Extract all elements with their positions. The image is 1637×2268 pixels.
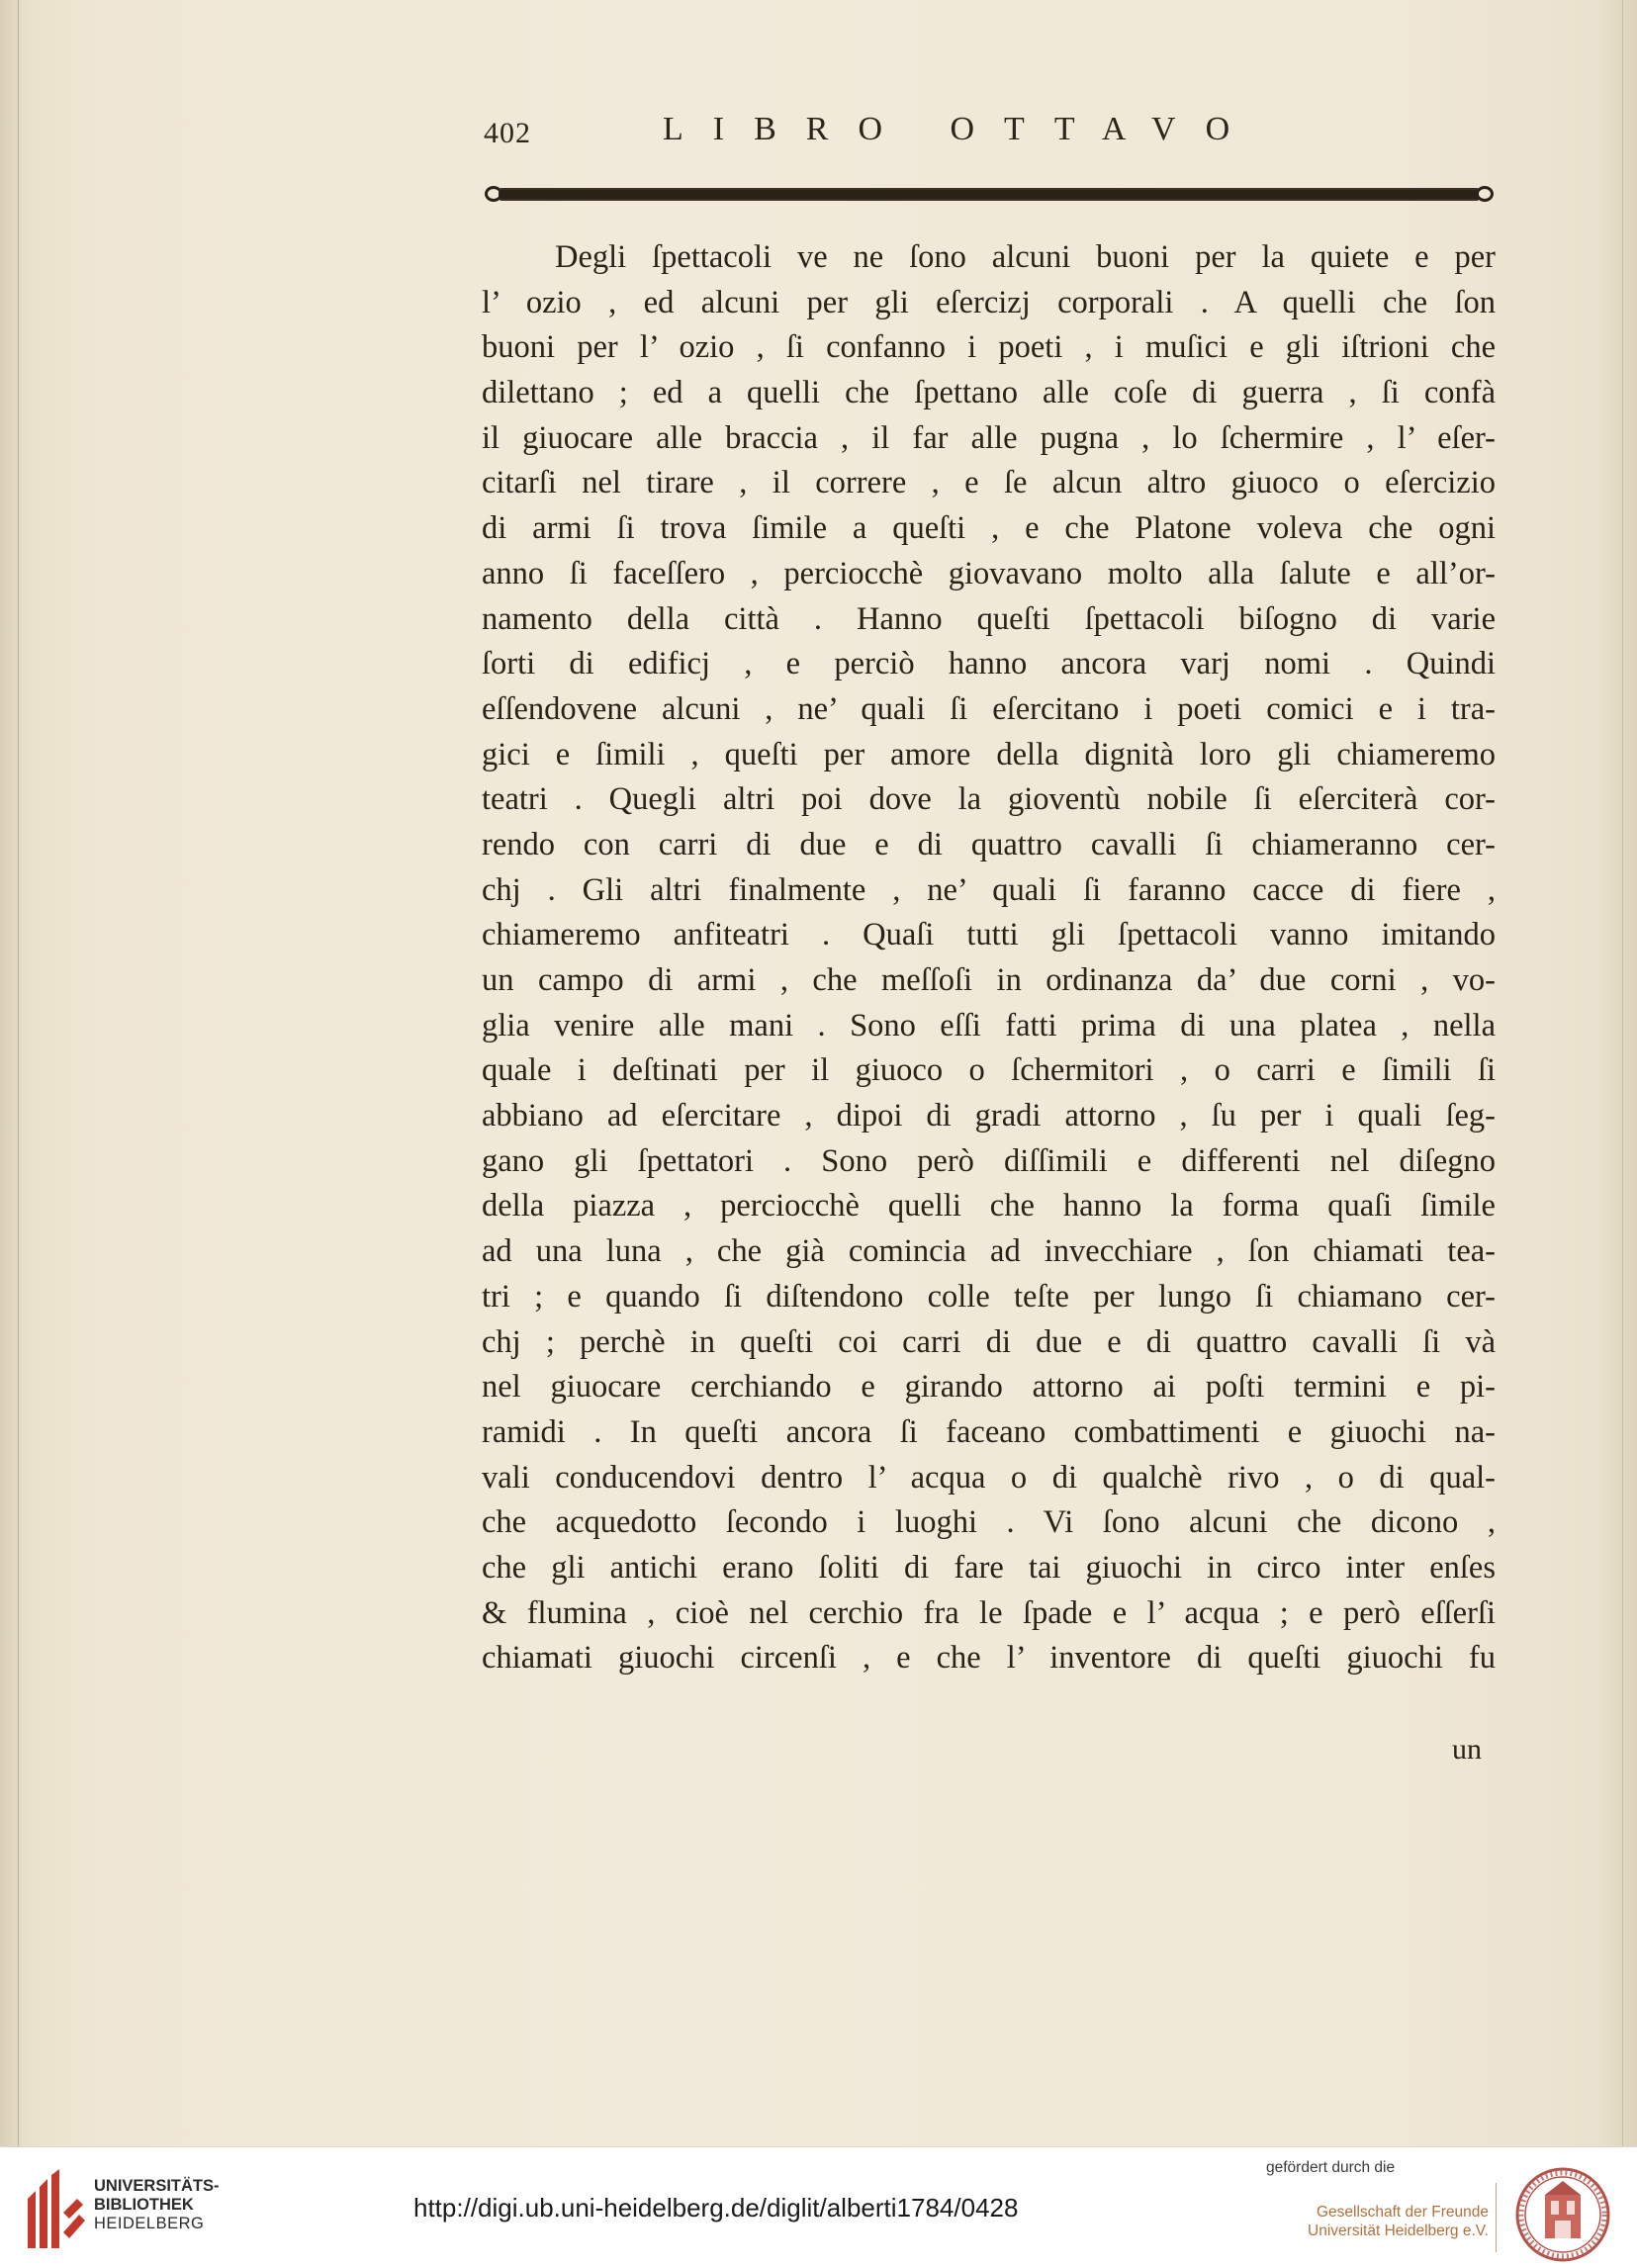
text-line: vali conducendovi dentro l’ acqua o di qualchè rivo , o di qual- xyxy=(482,1459,1496,1496)
library-name-line1: UNIVERSITÄTS- xyxy=(94,2177,220,2195)
running-head xyxy=(485,111,1395,156)
permalink-url[interactable]: http://digi.ub.uni-heidelberg.de/diglit/alberti1784/0428 xyxy=(413,2193,1019,2223)
text-line: buoni per l’ ozio , ſi confanno i poeti , i muſici e gli iſtrioni che xyxy=(482,329,1496,366)
page-outer-edge xyxy=(1622,0,1623,2146)
text-line: citarſi nel tirare , il correre , e ſe alcun altro giuoco o eſercizio xyxy=(482,465,1496,501)
text-line: chiamati giuochi circenſi , e che l’ inventore di queſti giuochi fu xyxy=(482,1640,1496,1677)
text-line: che gli antichi erano ſoliti di fare tai giuochi in circo inter enſes xyxy=(482,1549,1496,1586)
text-line: di armi ſi trova ſimile a queſti , e che Platone voleva che ogni xyxy=(482,510,1496,547)
footer-bar xyxy=(0,2146,1637,2268)
library-name xyxy=(94,2177,220,2233)
running-title: LIBRO OTTAVO xyxy=(663,111,1260,147)
text-line: ramidi . In queſti ancora ſi faceano combattimenti e giuochi na- xyxy=(482,1413,1496,1450)
sponsor-block xyxy=(1266,2159,1489,2240)
text-line: della piazza , perciocchè quelli che hanno la forma quaſi ſimile xyxy=(482,1188,1496,1225)
text-line: namento della città . Hanno queſti ſpettacoli biſogno di varie xyxy=(482,600,1496,637)
catchword: un xyxy=(1452,1733,1482,1766)
sponsor-name-line2: Universität Heidelberg e.V. xyxy=(1308,2223,1489,2239)
text-line: ad una luna , che già comincia ad invecchiare , ſon chiamati tea- xyxy=(482,1233,1496,1270)
text-line: gici e ſimili , queſti per amore della dignità loro gli chiameremo xyxy=(482,736,1496,772)
text-line: nel giuocare cerchiando e girando attorno ai poſti termini e pi- xyxy=(482,1369,1496,1406)
text-line: anno ſi faceſſero , perciocchè giovavano molto alla ſalute e all’or- xyxy=(482,555,1496,591)
text-line: dilettano ; ed a quelli che ſpettano alle coſe di guerra , ſi confà xyxy=(482,375,1496,411)
text-line: un campo di armi , che meſſoſi in ordinanza da’ due corni , vo- xyxy=(482,962,1496,998)
page-shadow-right xyxy=(1597,0,1637,2146)
text-line: l’ ozio , ed alcuni per gli eſercizj corporali . A quelli che ſon xyxy=(482,284,1496,320)
text-line: & flumina , cioè nel cerchio fra le ſpade e l’ acqua ; e però eſſerſi xyxy=(482,1594,1496,1631)
text-line: teatri . Quegli altri poi dove la gioventù nobile ſi eſerciterà cor- xyxy=(482,781,1496,818)
text-line: quale i deſtinati per il giuoco o ſchermitori , o carri e ſimili ſi xyxy=(482,1052,1496,1089)
text-line: chiameremo anfiteatri . Quaſi tutti gli ſpettacoli vanno imitando xyxy=(482,917,1496,953)
sponsor-name-line1: Gesellschaft der Freunde xyxy=(1316,2204,1489,2221)
library-name-line3: HEIDELBERG xyxy=(94,2215,205,2232)
sponsor-label: gefördert durch die xyxy=(1266,2159,1396,2176)
text-line: tri ; e quando ſi diſtendono colle teſte per lungo ſi chiamano cer- xyxy=(482,1278,1496,1315)
university-seal-icon xyxy=(1507,2165,1618,2264)
text-line: il giuocare alle braccia , il far alle pugna , lo ſchermire , l’ eſer- xyxy=(482,419,1496,456)
text-line: Degli ſpettacoli ve ne ſono alcuni buoni per la quiete e per xyxy=(555,239,1496,275)
sponsor-name xyxy=(1266,2203,1489,2240)
text-line: glia venire alle mani . Sono eſſi fatti prima di una platea , nella xyxy=(482,1007,1496,1043)
page-number: 402 xyxy=(484,117,531,149)
page-binding-edge xyxy=(18,0,19,2146)
text-line: eſſendovene alcuni , ne’ quali ſi eſercitano i poeti comici e i tra- xyxy=(482,690,1496,727)
decorative-rule xyxy=(485,184,1494,204)
text-line: abbiano ad eſercitare , dipoi di gradi attorno , ſu per i quali ſeg- xyxy=(482,1098,1496,1134)
text-line: ſorti di edificj , e perciò hanno ancora varj nomi . Quindi xyxy=(482,646,1496,682)
text-line: chj . Gli altri finalmente , ne’ quali ſi faranno cacce di fiere , xyxy=(482,871,1496,908)
university-library-logo-icon xyxy=(22,2169,87,2250)
page-shadow-left xyxy=(0,0,28,2146)
text-line: che acquedotto ſecondo i luoghi . Vi ſono alcuni che dicono , xyxy=(482,1504,1496,1541)
sponsor-divider xyxy=(1496,2183,1497,2252)
text-line: gano gli ſpettatori . Sono però diſſimili e differenti nel diſegno xyxy=(482,1142,1496,1179)
body-text xyxy=(482,235,1496,1681)
library-name-line2: BIBLIOTHEK xyxy=(94,2196,194,2214)
text-line: chj ; perchè in queſti coi carri di due e di quattro cavalli ſi và xyxy=(482,1323,1496,1360)
text-line: rendo con carri di due e di quattro cavalli ſi chiameranno cer- xyxy=(482,826,1496,862)
